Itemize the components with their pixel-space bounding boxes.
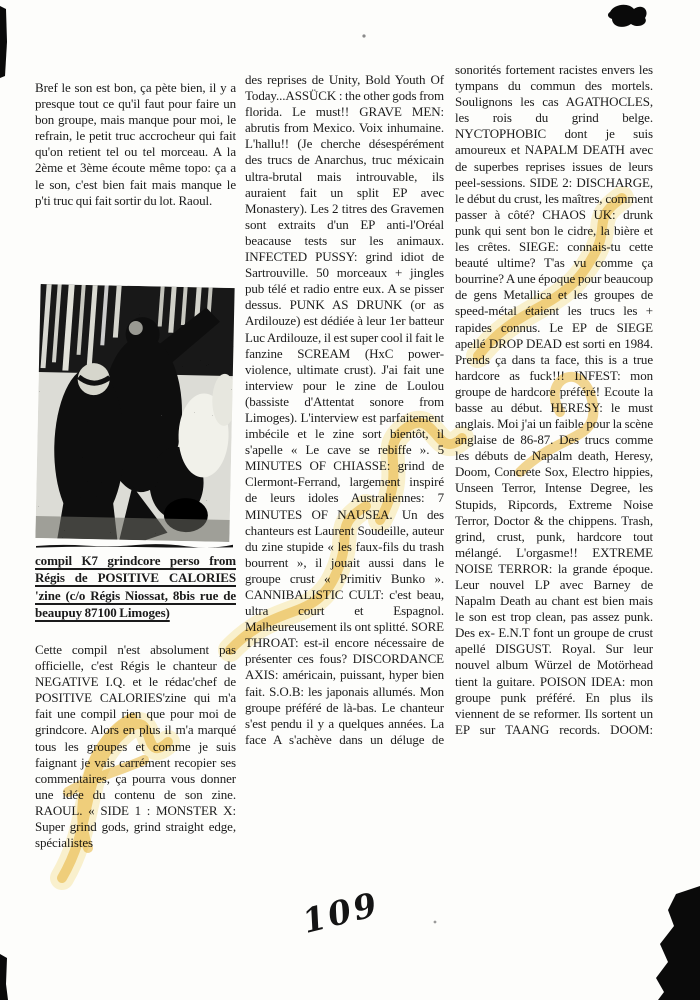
column1-paragraph-review: Bref le son est bon, ça pète bien, il y a presque tout ce qu'il faut pour faire un bon groupe, mais manque pour moi, le refrain, le petit truc accrocheur qui fait qu'on retient tel ou tel morceau. A la 2ème et 3ème écoute même topo: ça a le son, c'est bien fait mais manque le p'ti truc qui fait sortir du lot. Raoul. — [35, 80, 236, 208]
edge-mark-top-left — [0, 6, 7, 78]
column3-paragraph: sonorités fortement racistes envers les tympans du commun des mortels. Soulignons les cas AGATHOCLES, les rois du grind belge. NYCTOPHOBIC dont je suis amoureux et NAPALM DEATH avec de superbes reprises issues de leurs peel-sessions. SIDE 2: DISCHARGE, le début du crust, les maîtres, comment passer à côté? CHAOS UK: drunk punk qui sent bon le cidre, la bière et les crêtes. SIEGE: connais-tu cette beauté ultime? T'as vu comme ça bourrine? A une époque pour beaucoup de gens Metallica et les groupes de speed-métal étaient les trucs les + rapides connus. Le EP de SIEGE apellé DROP DEAD est sorti en 1984. Prends ça dans ta face, this is a true hardcore as fuck!!! INFEST: mon groupe de hardcore préféré! Ecoute la basse au début. HERESY: le must anglais. Moi j'ai un faible pour la scène anglaise de 86-87. Des trucs comme les débuts de Napalm death, Heresy, Doom, Concrete Sox, Electro hippies, Unseen Terror, Intense Degree, les Stupids, Ripcords, Extreme Noise Terror, Doctor & the chippens. Trash, grind, crust, punk, hardcore tout mélangé. L'orgasme!! EXTREME NOISE TERROR: la grande époque. Leur nouvel LP avec Barney de Napalm Death au chant est bien mais le son est trop clean, pas assez punk. Des ex- E.N.T font un groupe de crust apellé DISGUST. Royal. Sur leur nouvel album Würzel de Motörhead tient la guitare. POISON IDEA: mon groupe punk préféré. En plus ils viennent de se reformer. Ils sortent un EP sur TAANG records. DOOM: — [455, 62, 653, 737]
scan-speck — [434, 921, 437, 924]
scan-speck — [362, 34, 365, 37]
handwritten-page-number: 109 — [298, 884, 384, 941]
halftone-photo — [35, 284, 234, 542]
edge-mark-top-right — [608, 5, 647, 27]
edge-mark-bottom-left — [0, 954, 8, 1000]
column2-paragraph: des reprises de Unity, Bold Youth Of Today...ASSÜCK : the other gods from florida. Le must!! GRAVE MEN: abrutis from Mexico. Voix inhumaine. L'hallu!! (Je cherche désespérément des trucs de Anarchus, truc méxicain ultra-brutal mais introuvable, ils auraient fait un split EP avec Monastery). Les 2 titres des Gravemen sont extraits d'un EP anti-l'Oréal beacause tests sur les animaux. INFECTED PUSSY: grind idiot de Sartrouville. 50 morceaux + jingles pub télé et radio entre eux. A se pisser dessus. PUNK AS DRUNK (or as Ardilouze) est dédiée à leur 1er batteur Luc Ardilouze, il est super cool il fait le fanzine SCREAM (HxC power-violence, ultimate crust). J'ai fait une interview pour le zine de Loulou (bassiste d'Attentat sonore from Limoges). L'interview est parfaitement imbécile et le zine sort bientôt, il s'apelle « Le cave se rebiffe ». 5 MINUTES OF CHIASSE: grind de Clermont-Ferrand, largement inspiré de leurs idoles Australiennes: 7 MINUTES OF NAUSEA. Un des chanteurs est Laurent Soudeille, auteur du zine stupide « les faux-fils du trash bourrent », il jouait aussi dans le groupe crust « Primitiv Bunko ». CANNIBALISTIC CULT: c'est beau, ultra court et Espagnol. Malheureusement ils ont splitté. SORE THROAT: est-il encore nécessaire de présenter ces fous? DISCORDANCE AXIS: américain, puissant, hyper bien fait. S.O.B: les japonais allumés. Mon groupe préféré de là-bas. Le chanteur s'est pendu il y a quelques années. La face A s'achève dans un déluge de — [245, 72, 444, 747]
edge-mark-bottom-right — [656, 886, 700, 1000]
photo-bottom-rule — [36, 543, 233, 548]
column1-paragraph-compil: Cette compil n'est absolument pas officielle, c'est Régis le chanteur de NEGATIVE I.Q. et le rédac'chef de POSITIVE CALORIES'zine qui m'a fait une compil rien que pour moi de grindcore. Alors en plus il m'a marqué tous les groupes et comme je suis faignant je vais carrément recopier ses commentaires, ça pourra vous donner une idée du contenu de son zine. RAOUL. « SIDE 1 : MONSTER X: Super grind gods, grind straight edge, spécialistes — [35, 642, 236, 851]
photo-caption: compil K7 grindcore perso from Régis de POSITIVE CALORIES 'zine (c/o Régis Niossat, 8bis rue de beaupuy 87100 Limoges) — [35, 553, 236, 620]
